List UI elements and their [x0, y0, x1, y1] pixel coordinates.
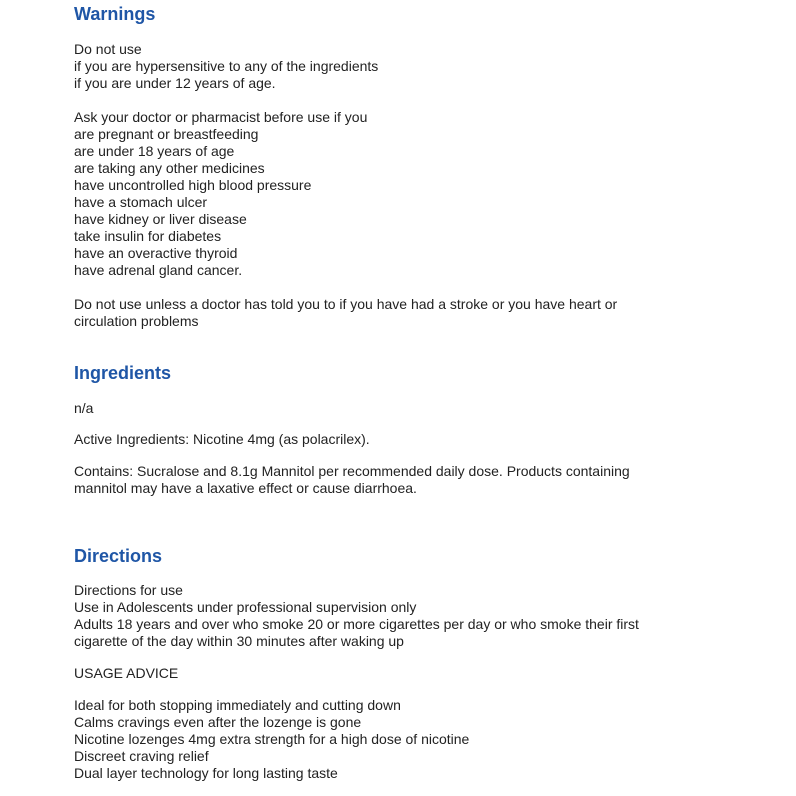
ask-doctor-line: have uncontrolled high blood pressure [74, 177, 312, 193]
do-not-use-line: if you are under 12 years of age. [74, 75, 276, 91]
advice-line: Dual layer technology for long lasting taste [74, 765, 338, 781]
contains-block [74, 463, 754, 497]
ingredients-na: n/a [74, 400, 94, 416]
directions-line: Use in Adolescents under professional supervision only [74, 599, 417, 615]
ask-doctor-line: are under 18 years of age [74, 143, 235, 159]
contains-line: mannitol may have a laxative effect or cause diarrhoea. [74, 480, 417, 496]
usage-advice-label: USAGE ADVICE [74, 665, 179, 681]
ask-doctor-line: have adrenal gland cancer. [74, 262, 243, 278]
directions-line: Adults 18 years and over who smoke 20 or more cigarettes per day or who smoke their first [74, 616, 639, 632]
directions-line: cigarette of the day within 30 minutes after waking up [74, 633, 404, 649]
ask-doctor-line: have kidney or liver disease [74, 211, 247, 227]
stroke-warning-line: Do not use unless a doctor has told you to if you have had a stroke or you have heart or [74, 296, 618, 312]
ask-doctor-block [74, 109, 754, 279]
do-not-use-block [74, 41, 754, 92]
do-not-use-line: Do not use [74, 41, 142, 57]
directions-heading: Directions [74, 546, 163, 566]
ask-doctor-line: take insulin for diabetes [74, 228, 222, 244]
advice-line: Calms cravings even after the lozenge is gone [74, 714, 362, 730]
directions-line: Directions for use [74, 582, 183, 598]
ask-doctor-line: Ask your doctor or pharmacist before use if you [74, 109, 368, 125]
do-not-use-line: if you are hypersensitive to any of the ingredients [74, 58, 379, 74]
advice-line: Discreet craving relief [74, 748, 209, 764]
ingredients-heading: Ingredients [74, 363, 172, 383]
advice-line: Nicotine lozenges 4mg extra strength for a high dose of nicotine [74, 731, 470, 747]
usage-advice-block [74, 697, 754, 782]
stroke-warning-block [74, 296, 754, 330]
active-ingredients: Active Ingredients: Nicotine 4mg (as polacrilex). [74, 431, 370, 447]
directions-use-block [74, 582, 754, 650]
ask-doctor-line: are pregnant or breastfeeding [74, 126, 259, 142]
stroke-warning-line: circulation problems [74, 313, 199, 329]
advice-line: Ideal for both stopping immediately and cutting down [74, 697, 401, 713]
contains-line: Contains: Sucralose and 8.1g Mannitol per recommended daily dose. Products containing [74, 463, 630, 479]
ask-doctor-line: have a stomach ulcer [74, 194, 208, 210]
warnings-heading: Warnings [74, 4, 156, 24]
ask-doctor-line: are taking any other medicines [74, 160, 265, 176]
ask-doctor-line: have an overactive thyroid [74, 245, 238, 261]
